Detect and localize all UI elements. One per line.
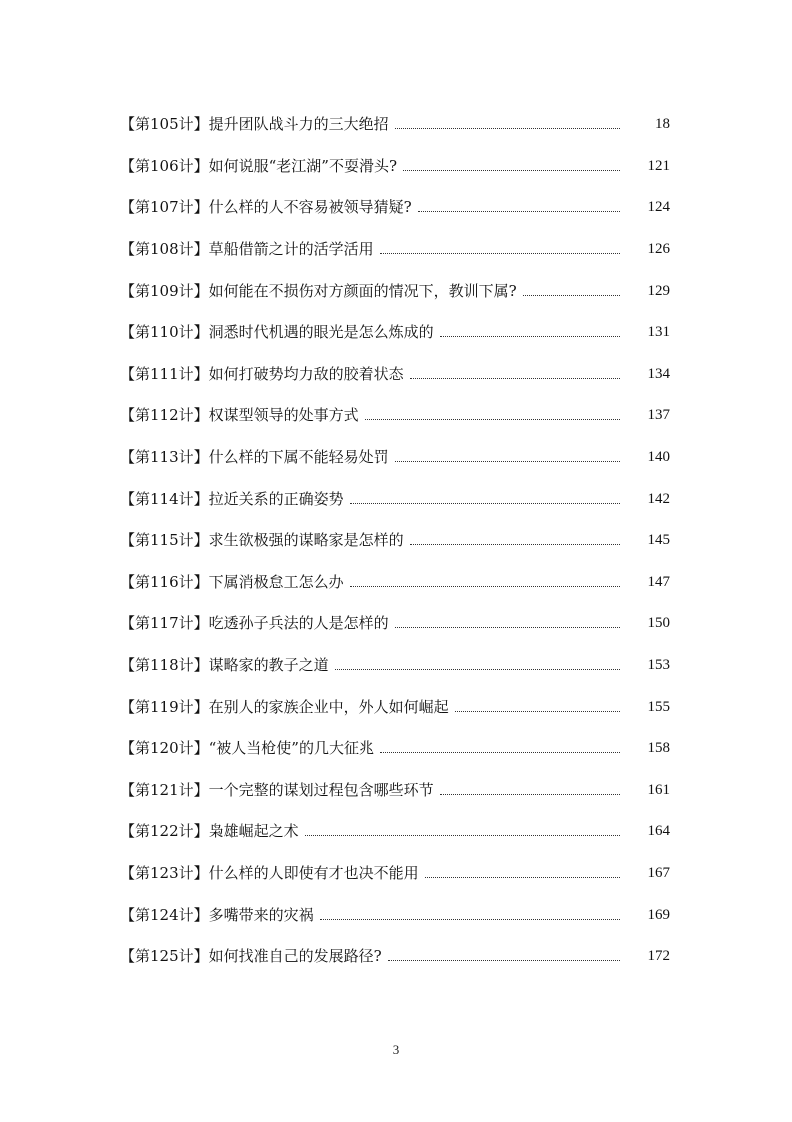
toc-leader-dots — [365, 419, 620, 420]
toc-entry[interactable] — [120, 645, 670, 687]
toc-entry-title: 【第124计】多嘴带来的灾祸 — [120, 905, 314, 924]
toc-entry-title: 【第121计】一个完整的谋划过程包含哪些环节 — [120, 780, 434, 799]
toc-entry[interactable] — [120, 354, 670, 396]
toc-leader-dots — [380, 752, 620, 753]
toc-leader-dots — [455, 711, 620, 712]
toc-entry-title: 【第113计】什么样的下属不能轻易处罚 — [120, 448, 389, 467]
toc-entry[interactable] — [120, 936, 670, 978]
toc-leader-dots — [388, 960, 620, 961]
toc-entry-title: 【第114计】拉近关系的正确姿势 — [120, 489, 344, 508]
toc-entry[interactable] — [120, 437, 670, 479]
toc-entry[interactable] — [120, 603, 670, 645]
toc-entry[interactable] — [120, 894, 670, 936]
toc-entry[interactable] — [120, 229, 670, 271]
toc-entry-page: 161 — [647, 781, 670, 798]
toc-entry[interactable] — [120, 728, 670, 770]
toc-leader-dots — [335, 669, 620, 670]
toc-entry-title: 【第108计】草船借箭之计的活学活用 — [120, 240, 374, 259]
toc-entry-page: 126 — [647, 241, 670, 258]
toc-entry[interactable] — [120, 312, 670, 354]
toc-entry-page: 18 — [655, 116, 670, 133]
toc-leader-dots — [350, 503, 620, 504]
toc-entry-page: 155 — [647, 698, 670, 715]
toc-entry-page: 158 — [647, 740, 670, 757]
toc-entry-title: 【第107计】什么样的人不容易被领导猜疑? — [120, 198, 412, 217]
toc-entry-page: 121 — [647, 157, 670, 174]
toc-entry-page: 140 — [647, 449, 670, 466]
toc-leader-dots — [395, 627, 620, 628]
toc-leader-dots — [440, 336, 620, 337]
toc-entry-title: 【第106计】如何说服“老江湖”不耍滑头? — [120, 156, 398, 175]
toc-entry[interactable] — [120, 770, 670, 812]
toc-leader-dots — [403, 170, 620, 171]
table-of-contents — [120, 104, 670, 977]
toc-entry-page: 124 — [647, 199, 670, 216]
toc-entry-title: 【第115计】求生欲极强的谋略家是怎样的 — [120, 531, 404, 550]
toc-leader-dots — [305, 835, 620, 836]
toc-entry[interactable] — [120, 395, 670, 437]
toc-leader-dots — [395, 128, 620, 129]
toc-entry[interactable] — [120, 104, 670, 146]
toc-entry-page: 169 — [647, 906, 670, 923]
toc-entry-title: 【第110计】洞悉时代机遇的眼光是怎么炼成的 — [120, 323, 434, 342]
toc-entry[interactable] — [120, 853, 670, 895]
toc-entry[interactable] — [120, 146, 670, 188]
toc-entry-title: 【第105计】提升团队战斗力的三大绝招 — [120, 115, 389, 134]
toc-leader-dots — [320, 919, 620, 920]
toc-entry-page: 137 — [647, 407, 670, 424]
toc-entry-page: 134 — [647, 365, 670, 382]
toc-entry-page: 131 — [647, 324, 670, 341]
toc-entry[interactable] — [120, 562, 670, 604]
toc-leader-dots — [350, 586, 620, 587]
toc-entry[interactable] — [120, 811, 670, 853]
toc-entry-title: 【第118计】谋略家的教子之道 — [120, 656, 329, 675]
toc-entry[interactable] — [120, 520, 670, 562]
page-number: 3 — [392, 1042, 400, 1057]
toc-entry-title: 【第109计】如何能在不损伤对方颜面的情况下，教训下属? — [120, 281, 517, 300]
toc-entry-title: 【第116计】下属消极怠工怎么办 — [120, 572, 344, 591]
toc-leader-dots — [395, 461, 620, 462]
toc-entry-page: 129 — [647, 282, 670, 299]
toc-entry-page: 142 — [647, 490, 670, 507]
toc-entry-page: 167 — [647, 864, 670, 881]
toc-leader-dots — [440, 794, 620, 795]
toc-entry-title: 【第111计】如何打破势均力敌的胶着状态 — [120, 364, 404, 383]
toc-leader-dots — [380, 253, 620, 254]
toc-entry-title: 【第119计】在别人的家族企业中，外人如何崛起 — [120, 697, 449, 716]
toc-entry-title: 【第112计】权谋型领导的处事方式 — [120, 406, 359, 425]
toc-leader-dots — [425, 877, 620, 878]
toc-leader-dots — [410, 544, 620, 545]
toc-entry-title: 【第123计】什么样的人即使有才也决不能用 — [120, 863, 419, 882]
toc-leader-dots — [523, 295, 620, 296]
toc-entry-title: 【第125计】如何找准自己的发展路径? — [120, 947, 382, 966]
toc-entry[interactable] — [120, 478, 670, 520]
toc-entry[interactable] — [120, 270, 670, 312]
toc-entry[interactable] — [120, 686, 670, 728]
toc-entry-page: 164 — [647, 823, 670, 840]
toc-entry-title: 【第122计】枭雄崛起之术 — [120, 822, 299, 841]
toc-entry-page: 147 — [647, 573, 670, 590]
toc-entry-title: 【第120计】“被人当枪使”的几大征兆 — [120, 739, 374, 758]
toc-entry-page: 145 — [647, 532, 670, 549]
toc-entry[interactable] — [120, 187, 670, 229]
toc-entry-page: 172 — [647, 948, 670, 965]
toc-entry-page: 153 — [647, 657, 670, 674]
toc-entry-page: 150 — [647, 615, 670, 632]
toc-leader-dots — [418, 211, 620, 212]
toc-entry-title: 【第117计】吃透孙子兵法的人是怎样的 — [120, 614, 389, 633]
toc-leader-dots — [410, 378, 620, 379]
